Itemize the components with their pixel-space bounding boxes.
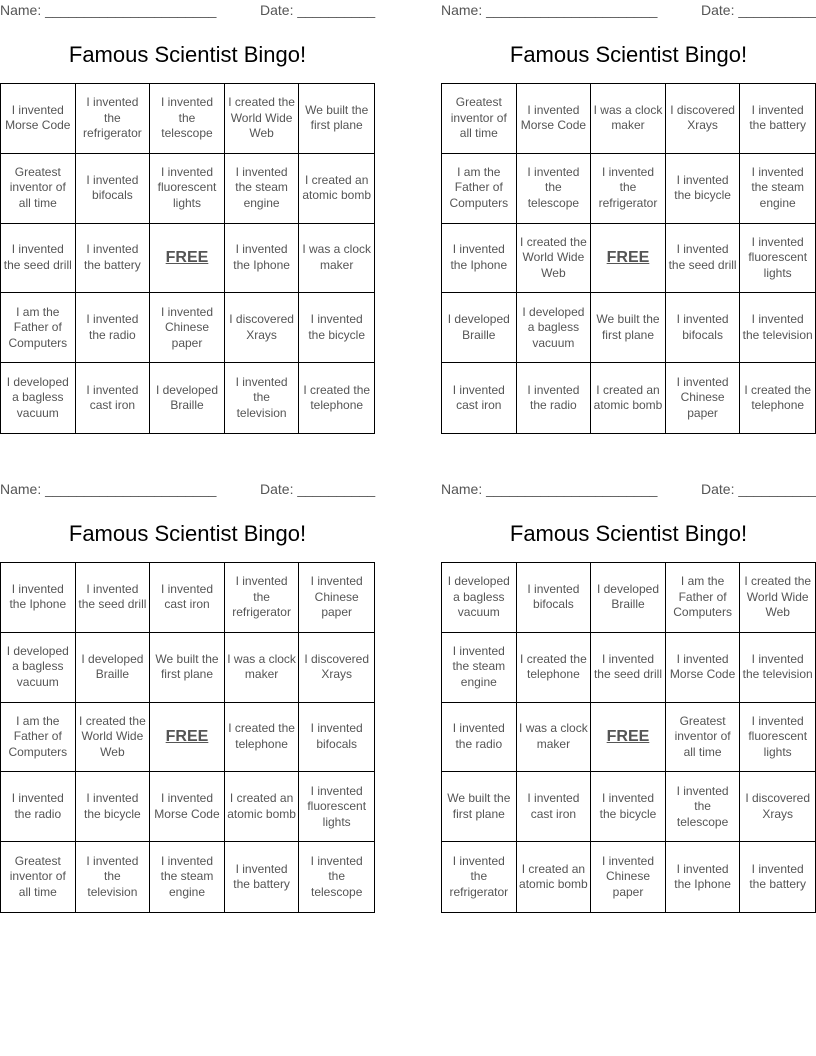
bingo-cell: I invented Morse Code (1, 84, 76, 154)
bingo-cell: I created an atomic bomb (517, 842, 592, 912)
bingo-cell: I invented cast iron (517, 772, 592, 842)
name-label: Name: ______________________ (0, 2, 217, 18)
bingo-cell: I invented the refrigerator (591, 154, 666, 224)
bingo-cell: I invented the television (740, 293, 815, 363)
bingo-cell: I discovered Xrays (740, 772, 815, 842)
bingo-cell: I invented the bicycle (299, 293, 374, 363)
free-space-cell: FREE (150, 703, 225, 773)
bingo-cell: I invented Chinese paper (150, 293, 225, 363)
bingo-cell: We built the first plane (591, 293, 666, 363)
bingo-cell: Greatest inventor of all time (1, 842, 76, 912)
date-label: Date: __________ (701, 481, 816, 497)
bingo-cell: Greatest inventor of all time (1, 154, 76, 224)
bingo-cell: I created the telephone (303, 382, 371, 413)
date-label: Date: __________ (260, 2, 376, 18)
bingo-cell: I invented the refrigerator (225, 563, 300, 633)
bingo-cell: I invented the seed drill (666, 224, 741, 294)
bingo-cell: I invented the battery (225, 842, 300, 912)
bingo-cell: I invented the seed drill (76, 563, 151, 633)
date-label: Date: __________ (701, 2, 816, 18)
bingo-cell: I invented the bicycle (666, 154, 741, 224)
bingo-cell: I created the World Wide Web (76, 703, 151, 773)
bingo-cell: I was a clock maker (225, 633, 300, 703)
bingo-cell: I developed a bagless vacuum (1, 633, 76, 703)
bingo-cell: I invented the telescope (666, 772, 741, 842)
free-space-cell: FREE (591, 224, 666, 294)
bingo-cell: I invented Morse Code (666, 633, 741, 703)
bingo-cell: I discovered Xrays (299, 633, 374, 703)
bingo-cell: We built the first plane (299, 84, 374, 154)
bingo-cell: I invented the bicycle (591, 772, 666, 842)
bingo-cell: I created an atomic bomb (225, 772, 300, 842)
bingo-cell: I invented the Iphone (1, 563, 76, 633)
bingo-cell: I invented bifocals (76, 154, 151, 224)
name-label: Name: ______________________ (441, 481, 658, 497)
bingo-cell: I invented the steam engine (225, 154, 300, 224)
bingo-cell: I created the World Wide Web (225, 84, 300, 154)
bingo-cell: I invented the radio (442, 703, 517, 773)
bingo-cell: I am the Father of Computers (666, 563, 741, 633)
date-label: Date: __________ (260, 481, 376, 497)
bingo-cell: I invented the television (740, 633, 815, 703)
bingo-cell: I invented the telescope (150, 84, 225, 154)
card-header (0, 481, 375, 499)
bingo-cell: I created the telephone (225, 703, 300, 773)
bingo-cell: I invented Morse Code (150, 772, 225, 842)
bingo-cell: I invented the steam engine (740, 154, 815, 224)
bingo-cell: I was a clock maker (517, 703, 592, 773)
bingo-cell: I am the Father of Computers (1, 703, 76, 773)
bingo-cell: I developed Braille (591, 563, 666, 633)
bingo-cell: I invented the radio (1, 772, 76, 842)
bingo-cell: I developed a bagless vacuum (1, 363, 76, 433)
bingo-cell: I invented cast iron (150, 563, 225, 633)
bingo-cell: I created the telephone (517, 633, 592, 703)
bingo-cell: I created the telephone (744, 382, 812, 413)
bingo-cell: I developed Braille (76, 633, 151, 703)
bingo-cell: I am the Father of Computers (442, 154, 517, 224)
bingo-cell: I invented bifocals (666, 293, 741, 363)
bingo-cell: I discovered Xrays (666, 84, 741, 154)
bingo-cell: I invented the battery (749, 861, 807, 892)
bingo-cell: I invented fluorescent lights (150, 154, 225, 224)
bingo-cell: I invented the battery (76, 224, 151, 294)
card-header (441, 481, 816, 499)
bingo-cell: I invented the seed drill (591, 633, 666, 703)
free-space-cell: FREE (591, 703, 666, 773)
bingo-cell: I invented bifocals (299, 703, 374, 773)
bingo-cell: I invented Chinese paper (591, 842, 666, 912)
bingo-cell: I developed Braille (150, 363, 225, 433)
bingo-cell: I developed a bagless vacuum (442, 563, 517, 633)
name-label: Name: ______________________ (0, 481, 217, 497)
bingo-grid (0, 562, 375, 913)
bingo-cell: I created the World Wide Web (517, 224, 592, 294)
bingo-cell: I invented the bicycle (76, 772, 151, 842)
bingo-cell: I invented fluorescent lights (740, 703, 815, 773)
bingo-cell: I created an atomic bomb (591, 363, 666, 433)
bingo-cell: I invented cast iron (76, 363, 151, 433)
bingo-cell: I invented the seed drill (1, 224, 76, 294)
bingo-cell: I invented Chinese paper (666, 363, 741, 433)
bingo-cell: I developed a bagless vacuum (517, 293, 592, 363)
bingo-cell: Greatest inventor of all time (666, 703, 741, 773)
bingo-cell: I invented the television (76, 842, 151, 912)
bingo-cell: We built the first plane (442, 772, 517, 842)
bingo-cell: I created the World Wide Web (740, 563, 815, 633)
bingo-cell: I invented the Iphone (442, 224, 517, 294)
card-header (0, 2, 375, 20)
bingo-cell: We built the first plane (150, 633, 225, 703)
bingo-cell: I invented the refrigerator (442, 842, 517, 912)
bingo-cell: I invented the Iphone (225, 224, 300, 294)
bingo-grid (441, 83, 816, 434)
card-title: Famous Scientist Bingo! (68, 521, 307, 546)
bingo-grid (0, 83, 375, 434)
bingo-cell: I developed Braille (442, 293, 517, 363)
bingo-cell: I invented the steam engine (150, 842, 225, 912)
name-label: Name: ______________________ (441, 2, 658, 18)
bingo-cell: I invented cast iron (442, 363, 517, 433)
bingo-cell: I invented the Iphone (666, 842, 741, 912)
free-space-cell: FREE (150, 224, 225, 294)
bingo-cell: I was a clock maker (299, 224, 374, 294)
bingo-cell: I invented the steam engine (442, 633, 517, 703)
card-header (441, 2, 816, 20)
bingo-cell: I created an atomic bomb (299, 154, 374, 224)
card-title: Famous Scientist Bingo! (509, 521, 748, 546)
bingo-cell: I am the Father of Computers (1, 293, 76, 363)
bingo-cell: I invented bifocals (517, 563, 592, 633)
bingo-cell: I invented the radio (76, 293, 151, 363)
card-title: Famous Scientist Bingo! (68, 42, 307, 67)
bingo-cell: I invented fluorescent lights (740, 224, 815, 294)
bingo-cell: I discovered Xrays (225, 293, 300, 363)
bingo-cell: I invented Morse Code (517, 84, 592, 154)
bingo-cell: I invented the radio (517, 363, 592, 433)
bingo-cell: I invented Chinese paper (299, 563, 374, 633)
card-title: Famous Scientist Bingo! (509, 42, 748, 67)
bingo-grid (441, 562, 816, 913)
bingo-cell: I invented the television (225, 363, 300, 433)
bingo-cell: I invented the refrigerator (76, 84, 151, 154)
bingo-cell: Greatest inventor of all time (442, 84, 517, 154)
bingo-cell: I invented fluorescent lights (299, 772, 374, 842)
bingo-cell: I invented the telescope (310, 853, 363, 899)
bingo-cell: I invented the telescope (517, 154, 592, 224)
bingo-cell: I invented the battery (740, 84, 815, 154)
bingo-cell: I was a clock maker (591, 84, 666, 154)
